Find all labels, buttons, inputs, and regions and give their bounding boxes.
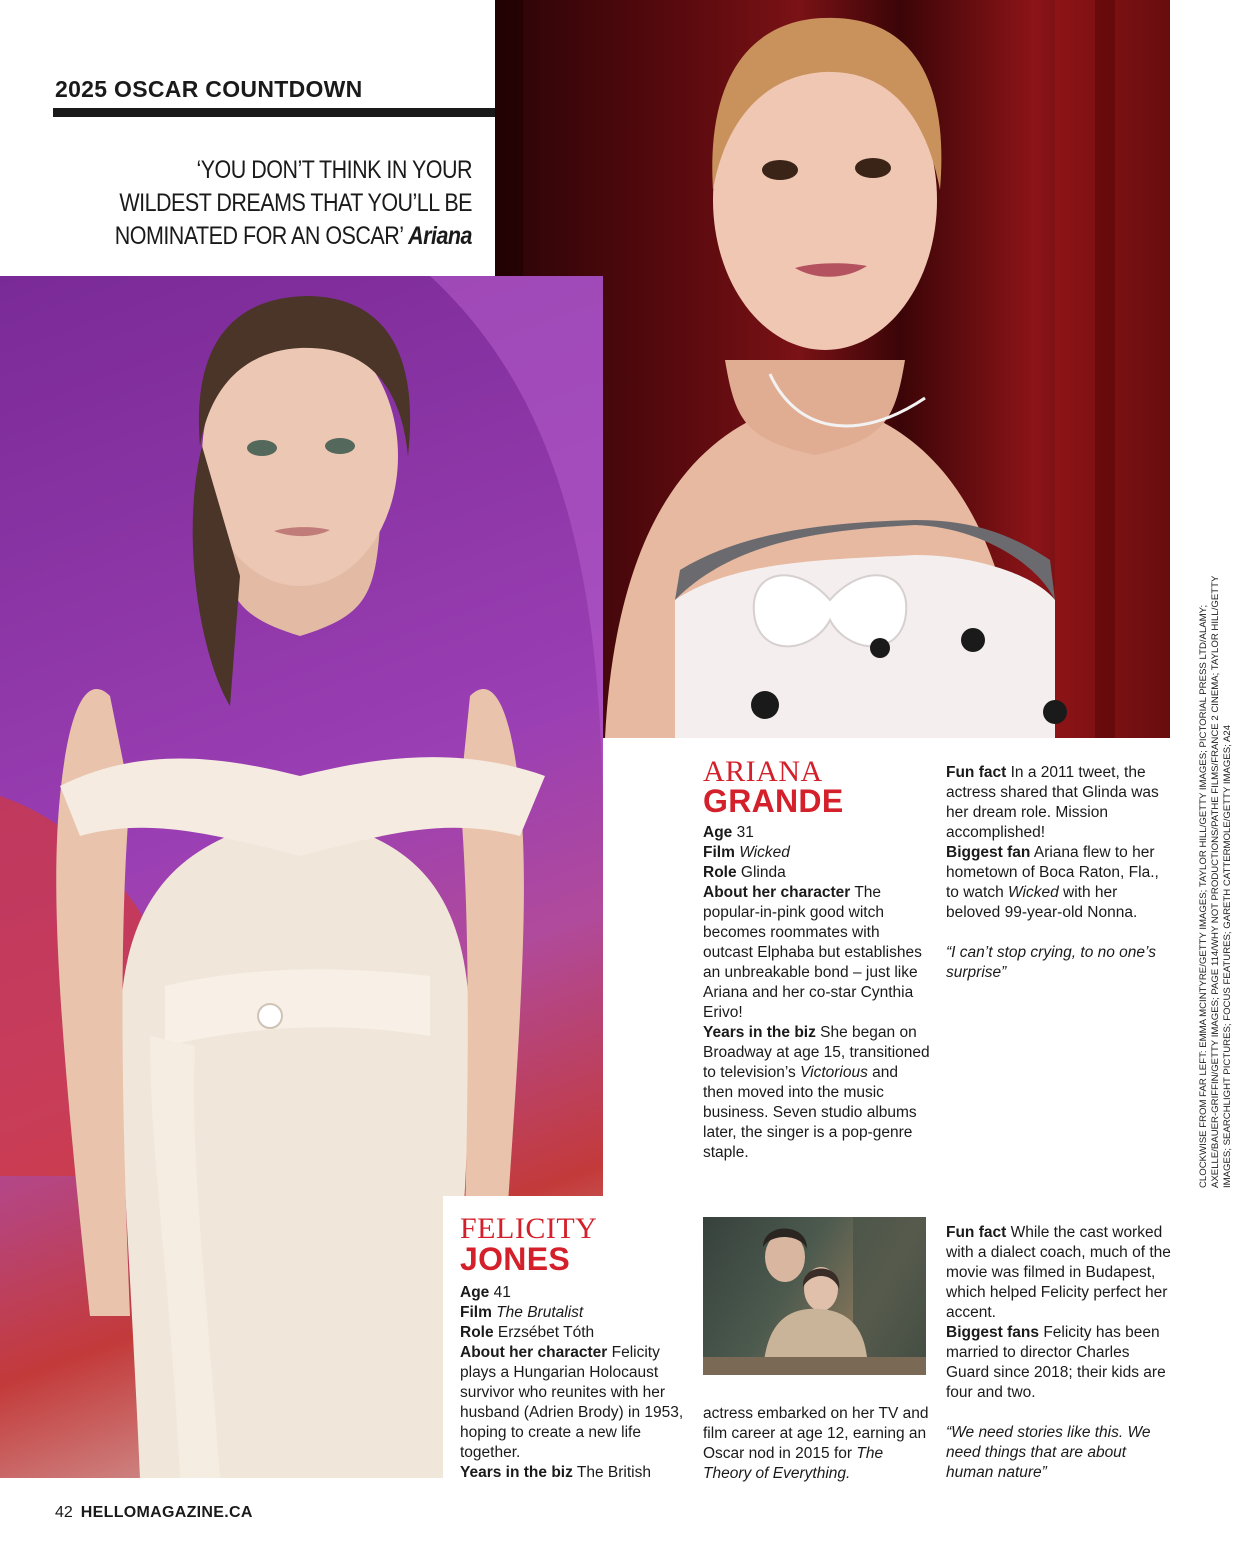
ariana-facts-column: [703, 823, 931, 1163]
felicity-quote: “We need stories like this. We need things that are about human nature”: [946, 1424, 1151, 1481]
felicity-age: Age 41: [460, 1284, 511, 1301]
ariana-age: Age 31: [703, 824, 754, 841]
ariana-last-name: GRANDE: [703, 783, 844, 819]
page-footer: [55, 1504, 253, 1522]
ariana-role: Role Glinda: [703, 864, 786, 881]
felicity-years-in-biz-continued: actress embarked on her TV and film career at age 12, earning an Oscar nod in 2015 for The Theory of Everything.: [703, 1405, 929, 1482]
ariana-biggest-fan: Biggest fan Ariana flew to her hometown of Boca Raton, Fla., to watch Wicked with her beloved 99-year-old Nonna.: [946, 844, 1159, 921]
ariana-quote: “I can’t stop crying, to no one’s surprise”: [946, 944, 1156, 981]
felicity-first-name: FELICITY: [460, 1212, 598, 1245]
ariana-first-name: ARIANA: [703, 755, 823, 788]
felicity-film: Film The Brutalist: [460, 1304, 584, 1321]
photo-credits: CLOCKWISE FROM FAR LEFT: EMMA MCINTYRE/GETTY IMAGES; TAYLOR HILL/GETTY IMAGES; PICTORIAL PRESS LTD/ALAMY; AXELLE/BAUER-GRIFFIN/GETTY IMAGES; PAGE 114/WHY NOT PRODUCTIONS/PATHE FILMS/FRANCE 2 CINEMA; TAYLOR HILL/GETTY IMAGES; SEARCHLIGHT PICTURES; FOCUS FEATURES; GARETH CATTERMOLE/GETTY IMAGES; A24: [1198, 575, 1233, 1188]
felicity-last-name: JONES: [460, 1241, 570, 1277]
brutalist-film-still: [703, 1217, 926, 1375]
ariana-fun-fact: Fun fact In a 2011 tweet, the actress shared that Glinda was her dream role. Mission accomplished!: [946, 764, 1159, 841]
ariana-film: Film Wicked: [703, 844, 790, 861]
ariana-years-in-biz: Years in the biz She began on Broadway at age 15, transitioned to television’s Victorious and then moved into the music business. Seven studio albums later, the singer is a pop-genre staple.: [703, 1024, 930, 1161]
felicity-career-column: [703, 1404, 931, 1484]
ariana-about-character: About her character The popular-in-pink good witch becomes roommates with outcast Elphaba but establishes an unbreakable bond – just like Ariana and her co-star Cynthia Erivo!: [703, 884, 922, 1021]
section-rule: [53, 108, 495, 117]
felicity-role: Role Erzsébet Tóth: [460, 1324, 595, 1341]
felicity-fun-fact: Fun fact While the cast worked with a dialect coach, much of the movie was filmed in Budapest, which helped Felicity perfect her accent.: [946, 1224, 1171, 1321]
pull-quote-attribution: Ariana: [408, 222, 472, 250]
pull-quote: [113, 154, 472, 253]
felicity-years-in-biz: Years in the biz The British: [460, 1464, 651, 1481]
pull-quote-text: ‘YOU DON’T THINK IN YOUR WILDEST DREAMS THAT YOU’LL BE NOMINATED FOR AN OSCAR’: [114, 156, 472, 250]
brutalist-still-illustration: [703, 1217, 926, 1375]
felicity-facts-column: [460, 1283, 686, 1483]
site-name: HELLOMAGAZINE.CA: [80, 1504, 253, 1521]
felicity-extras-column: [946, 1223, 1174, 1483]
section-label: 2025 OSCAR COUNTDOWN: [55, 76, 363, 102]
felicity-biggest-fans: Biggest fans Felicity has been married to director Charles Guard since 2018; their kids are four and two.: [946, 1324, 1166, 1401]
page-number: 42: [55, 1504, 73, 1521]
felicity-about-character: About her character Felicity plays a Hungarian Holocaust survivor who reunites with her husband (Adrien Brody) in 1953, hoping to create a new life together.: [460, 1344, 684, 1461]
ariana-extras-column: [946, 763, 1174, 983]
